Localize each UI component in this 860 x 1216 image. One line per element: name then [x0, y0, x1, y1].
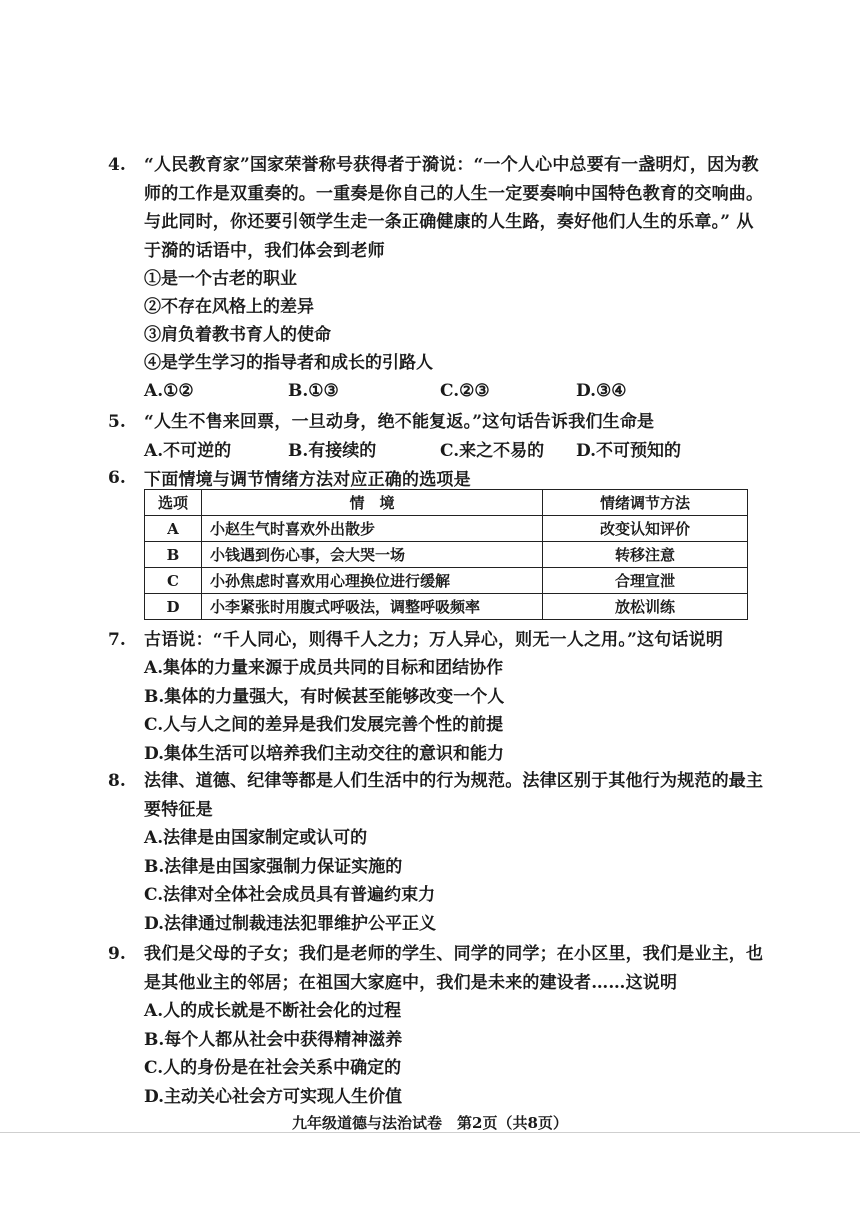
question-number: 8. [108, 771, 126, 791]
option-c[interactable]: C.法律对全体社会成员具有普遍约束力 [144, 885, 436, 905]
question-4 [108, 151, 768, 401]
row-option: C [145, 568, 202, 594]
footer-divider [0, 1132, 860, 1133]
question-number: 9. [108, 944, 126, 964]
option-b[interactable]: B.每个人都从社会中获得精神滋养 [144, 1030, 403, 1050]
question-stem: “人生不售来回票，一旦动身，绝不能复返。”这句话告诉我们生命是 [144, 412, 655, 432]
question-number: 5. [108, 412, 126, 432]
option-a[interactable]: A.集体的力量来源于成员共同的目标和团结协作 [144, 658, 504, 678]
row-method: 放松训练 [543, 594, 748, 620]
question-number: 6. [108, 468, 126, 488]
question-6 [108, 466, 768, 490]
statement-item: ③肩负着教书育人的使命 [144, 325, 331, 345]
option-c[interactable]: C.人与人之间的差异是我们发展完善个性的前提 [144, 715, 504, 735]
option-a[interactable]: A.①② [144, 381, 194, 401]
statement-item: ①是一个古老的职业 [144, 269, 297, 289]
option-c[interactable]: C.②③ [440, 381, 490, 401]
option-d[interactable]: D.集体生活可以培养我们主动交往的意识和能力 [144, 744, 505, 764]
option-d[interactable]: D.不可预知的 [576, 441, 682, 461]
option-c[interactable]: C.人的身份是在社会关系中确定的 [144, 1058, 402, 1078]
row-method: 合理宣泄 [543, 568, 748, 594]
question-stem: 古语说：“千人同心，则得千人之力；万人异心，则无一人之用。”这句话说明 [144, 630, 724, 650]
page-footer: 九年级道德与法治试卷 第2页（共8页） [292, 1114, 568, 1132]
option-b[interactable]: B.法律是由国家强制力保证实施的 [144, 857, 403, 877]
option-c[interactable]: C.来之不易的 [440, 441, 545, 461]
question-stem: 下面情境与调节情绪方法对应正确的选项是 [144, 470, 471, 490]
option-a[interactable]: A.人的成长就是不断社会化的过程 [144, 1001, 402, 1021]
table-row [145, 516, 748, 542]
row-method: 转移注意 [543, 542, 748, 568]
statement-item: ④是学生学习的指导者和成长的引路人 [144, 353, 433, 373]
option-a[interactable]: A.不可逆的 [144, 441, 232, 461]
question-9 [108, 940, 768, 1110]
header-method: 情绪调节方法 [543, 490, 748, 516]
table-row [145, 568, 748, 594]
option-d[interactable]: D.③④ [576, 381, 627, 401]
row-situation: 小李紧张时用腹式呼吸法，调整呼吸频率 [202, 594, 543, 620]
row-situation: 小钱遇到伤心事，会大哭一场 [202, 542, 543, 568]
option-a[interactable]: A.法律是由国家制定或认可的 [144, 828, 368, 848]
table-row [145, 594, 748, 620]
question-stem: 法律、道德、纪律等都是人们生活中的行为规范。法律区别于其他行为规范的最主要特征是 [144, 771, 764, 820]
situation-table [144, 489, 748, 620]
header-option: 选项 [145, 490, 202, 516]
row-situation: 小赵生气时喜欢外出散步 [202, 516, 543, 542]
option-d[interactable]: D.主动关心社会方可实现人生价值 [144, 1087, 403, 1107]
row-option: A [145, 516, 202, 542]
option-b[interactable]: B.集体的力量强大，有时候甚至能够改变一个人 [144, 687, 505, 707]
question-stem: “人民教育家”国家荣誉称号获得者于漪说：“一个人心中总要有一盏明灯，因为教师的工作是双重奏的。一重奏是你自己的人生一定要奏响中国特色教育的交响曲。与此同时，你还要引领学生走一条正确健康的人生路，奏好他们人生的乐章。” 从于漪的话语中，我们体会到老师 [144, 155, 764, 261]
table-row [145, 542, 748, 568]
row-option: D [145, 594, 202, 620]
question-number: 7. [108, 630, 126, 650]
question-8 [108, 767, 768, 937]
row-method: 改变认知评价 [543, 516, 748, 542]
option-d[interactable]: D.法律通过制裁违法犯罪维护公平正义 [144, 914, 437, 934]
header-situation: 情 境 [202, 490, 543, 516]
question-5 [108, 408, 768, 468]
option-b[interactable]: B.有接续的 [288, 441, 377, 461]
question-7 [108, 626, 768, 766]
question-stem: 我们是父母的子女；我们是老师的学生、同学的同学；在小区里，我们是业主，也是其他业主的邻居；在祖国大家庭中，我们是未来的建设者……这说明 [144, 944, 764, 993]
option-b[interactable]: B.①③ [288, 381, 339, 401]
question-number: 4. [108, 155, 126, 175]
statement-item: ②不存在风格上的差异 [144, 297, 314, 317]
row-option: B [145, 542, 202, 568]
row-situation: 小孙焦虑时喜欢用心理换位进行缓解 [202, 568, 543, 594]
table-header-row [145, 490, 748, 516]
